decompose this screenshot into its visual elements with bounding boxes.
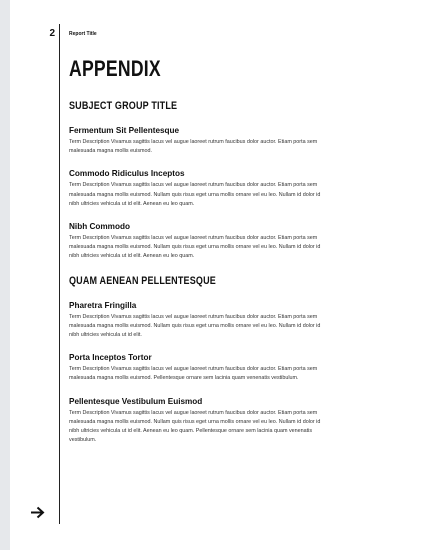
subject-group <box>69 100 331 262</box>
term-description: Term Description Vivamus sagittis lacus vel augue laoreet rutrum faucibus dolor auctor. Etiam porta sem malesuada magna mollis euismod. Nullam quis risus eget urna mollis ornare vel eu leo. Nullam id dolor id nibh ultricies vehicula ut id elit. Aenean eu leo quam. Pellentesque ornare sem lacinia quam venenatis vestibulum. <box>69 409 321 444</box>
term-description: Term Description Vivamus sagittis lacus vel augue laoreet rutrum faucibus dolor auctor. Etiam porta sem malesuada magna mollis euismod. Nullam quis risus eget urna mollis ornare vel eu leo. Nullam id dolor id nibh ultricies vehicula ut id elit. Aenean eu leo quam. <box>69 182 321 207</box>
term-description: Term Description Vivamus sagittis lacus vel augue laoreet rutrum faucibus dolor auctor. Etiam porta sem malesuada magna mollis euismod. Pellentesque ornare sem lacinia quam venenatis vestibulum. <box>69 366 318 382</box>
main-content <box>69 56 331 458</box>
arrow-right-icon <box>30 506 45 519</box>
subject-group <box>69 275 331 446</box>
page-title: APPENDIX <box>69 56 161 81</box>
term-description: Term Description Vivamus sagittis lacus vel augue laoreet rutrum faucibus dolor auctor. Etiam porta sem malesuada magna mollis euismod. Nullam quis risus eget urna mollis ornare vel eu leo. Nullam id dolor id nibh ultricies vehicula ut id elit. Aenean eu leo quam. <box>69 235 321 260</box>
term-entry <box>69 222 331 262</box>
term-entry <box>69 126 331 156</box>
group-title: SUBJECT GROUP TITLE <box>69 100 178 112</box>
term-name: Porta Inceptos Tortor <box>69 353 152 363</box>
term-name: Commodo Ridiculus Inceptos <box>69 169 185 179</box>
term-name: Pharetra Fringilla <box>69 300 137 310</box>
report-title: Report Title <box>69 31 97 37</box>
margin-rule <box>59 24 60 524</box>
group-title: QUAM AENEAN PELLENTESQUE <box>69 274 216 287</box>
term-entry <box>69 169 331 209</box>
term-name: Pellentesque Vestibulum Euismod <box>69 396 203 406</box>
term-entry <box>69 353 331 383</box>
term-name: Fermentum Sit Pellentesque <box>69 126 180 135</box>
term-description: Term Description Vivamus sagittis lacus vel augue laoreet rutrum faucibus dolor auctor. Etiam porta sem malesuada magna mollis euismod. Nullam quis risus eget urna mollis ornare vel eu leo. Nullam id dolor id nibh ultricies vehicula ut id elit. <box>69 313 321 339</box>
term-description: Term Description Vivamus sagittis lacus vel augue laoreet rutrum faucibus dolor auctor. Etiam porta sem malesuada magna mollis euismod. <box>69 139 318 155</box>
term-entry <box>69 301 331 341</box>
arrow-right-icon[interactable] <box>30 506 45 521</box>
term-name: Nibh Commodo <box>69 222 130 232</box>
page-number: 2 <box>49 28 55 39</box>
term-entry <box>69 397 331 446</box>
document-page <box>10 0 425 550</box>
